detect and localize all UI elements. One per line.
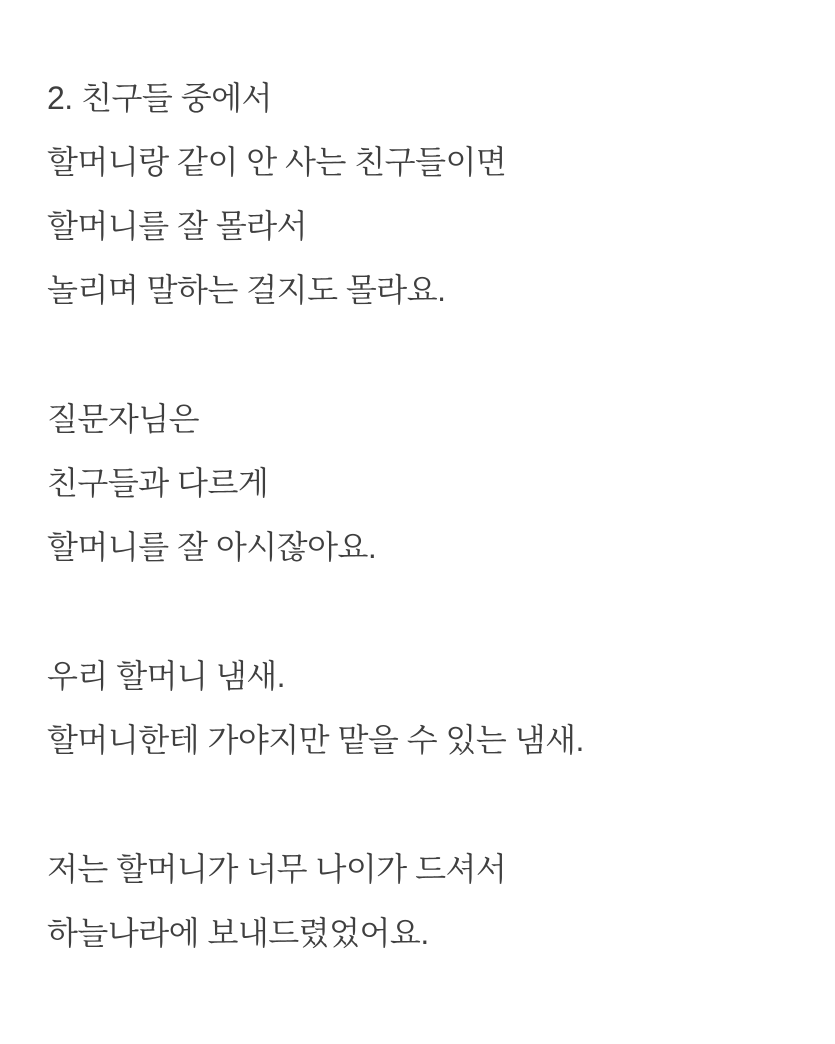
paragraph-1 bbox=[47, 66, 805, 322]
text-line: 할머니랑 같이 안 사는 친구들이면 bbox=[47, 144, 507, 180]
text-line: 할머니를 잘 몰라서 bbox=[47, 208, 308, 244]
text-block bbox=[47, 66, 805, 1030]
text-line: 놀리며 말하는 걸지도 몰라요. bbox=[47, 272, 446, 308]
text-line: 할머니한테 가야지만 맡을 수 있는 냄새. bbox=[47, 722, 584, 758]
paragraph-2 bbox=[47, 387, 805, 579]
paragraph-4 bbox=[47, 837, 805, 965]
text-line: 저는 할머니가 너무 나이가 드셔서 bbox=[47, 851, 507, 887]
text-line: 하늘나라에 보내드렸었어요. bbox=[47, 915, 429, 951]
text-line: 우리 할머니 냄새. bbox=[47, 658, 286, 694]
text-line: 친구들과 다르게 bbox=[47, 465, 269, 501]
text-line: 할머니를 잘 아시잖아요. bbox=[47, 529, 377, 565]
paragraph-3 bbox=[47, 644, 805, 772]
text-line: 질문자님은 bbox=[47, 401, 200, 437]
text-line: 2. 친구들 중에서 bbox=[47, 80, 272, 116]
